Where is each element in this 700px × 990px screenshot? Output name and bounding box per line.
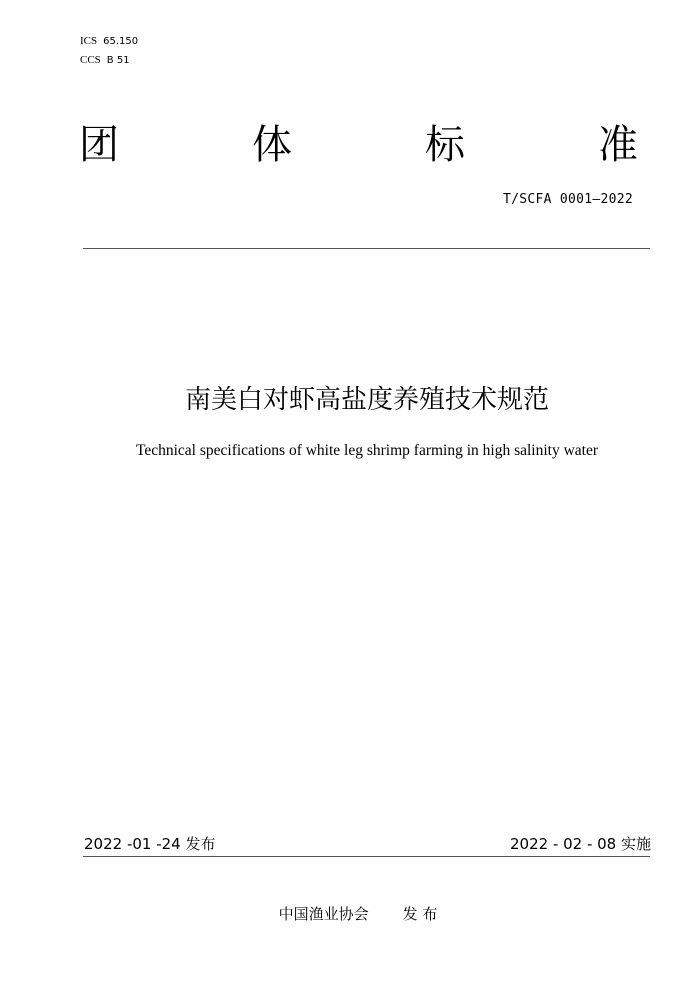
- publisher-action: 发 布: [402, 905, 438, 923]
- publisher-name: 中国渔业协会: [278, 905, 369, 923]
- ccs-value: B 51: [106, 55, 130, 66]
- implementation-date: 2022 - 02 - 08 实施: [509, 835, 651, 853]
- ics-label: ICS: [80, 35, 98, 47]
- ccs-code: [80, 53, 130, 68]
- issue-date: 2022 -01 -24 发布: [84, 835, 216, 853]
- doc-type-char-2: 体: [252, 122, 292, 168]
- top-divider: [83, 248, 650, 249]
- ccs-label: CCS: [80, 54, 101, 66]
- doc-type-char-4: 准: [598, 122, 638, 168]
- ics-code: [80, 34, 138, 49]
- doc-type-char-1: 团: [79, 122, 119, 168]
- standard-number: T/SCFA 0001—2022: [502, 192, 633, 207]
- bottom-divider: [83, 856, 650, 857]
- title-chinese: 南美白对虾高盐度养殖技术规范: [184, 385, 549, 415]
- publisher-line: [0, 904, 700, 924]
- title-english: Technical specifications of white leg shrimp farming in high salinity water: [135, 442, 599, 459]
- ics-value: 65.150: [103, 36, 139, 47]
- doc-type-char-3: 标: [425, 122, 465, 168]
